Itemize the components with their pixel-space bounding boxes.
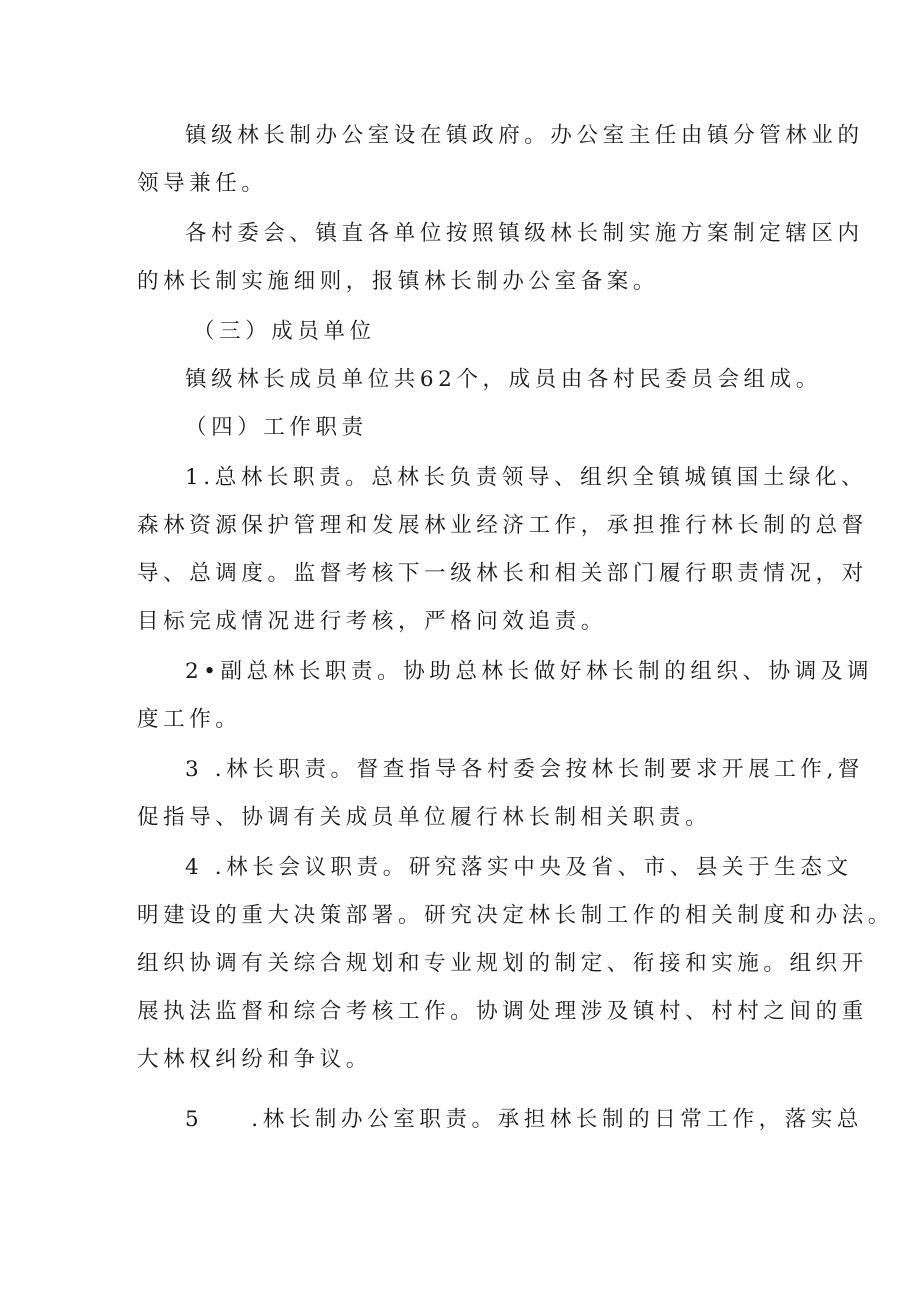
- text-line: 2•副总林长职责。协助总林长做好林长制的组织、协调及调: [185, 659, 874, 684]
- text-line: 1.总林长职责。总林长负责领导、组织全镇城镇国土绿化、: [185, 465, 868, 490]
- text-line: [185, 1106, 863, 1134]
- text-line: 大林权纠纷和争议。: [137, 1047, 372, 1072]
- text-line: 度工作。: [137, 707, 242, 732]
- text-line: 的林长制实施细则，报镇林长制办公室备案。: [137, 269, 660, 294]
- text-line: 明建设的重大决策部署。研究决定林长制工作的相关制度和办法。: [137, 903, 894, 928]
- text-line: 镇级林长制办公室设在镇政府。办公室主任由镇分管林业的: [185, 123, 864, 148]
- text-line: 镇级林长成员单位共62个，成员由各村民委员会组成。: [185, 367, 822, 392]
- list-number: 5: [185, 1107, 204, 1132]
- text-line: 目标完成情况进行考核，严格问效追责。: [137, 609, 607, 634]
- text-line: 森林资源保护管理和发展林业经济工作，承担推行林长制的总督: [137, 513, 868, 538]
- text-line: 3 .林长职责。督查指导各村委会按林长制要求开展工作,督: [185, 757, 864, 782]
- text-line: 导、总调度。监督考核下一级林长和相关部门履行职责情况，对: [137, 561, 868, 586]
- section-heading: （四）工作职责: [185, 415, 368, 440]
- text-line: 各村委会、镇直各单位按照镇级林长制实施方案制定辖区内: [185, 221, 864, 246]
- text-line: 4 .林长会议职责。研究落实中央及省、市、县关于生态文: [185, 855, 853, 880]
- text-line: 组织协调有关综合规划和专业规划的制定、衔接和实施。组织开: [137, 951, 868, 976]
- section-heading: （三）成员单位: [193, 319, 376, 344]
- list-item-text: .林长制办公室职责。承担林长制的日常工作，落实总: [251, 1107, 864, 1132]
- text-line: 促指导、协调有关成员单位履行林长制相关职责。: [137, 805, 712, 830]
- text-line: 领导兼任。: [137, 171, 268, 196]
- text-line: 展执法监督和综合考核工作。协调处理涉及镇村、村村之间的重: [137, 999, 868, 1024]
